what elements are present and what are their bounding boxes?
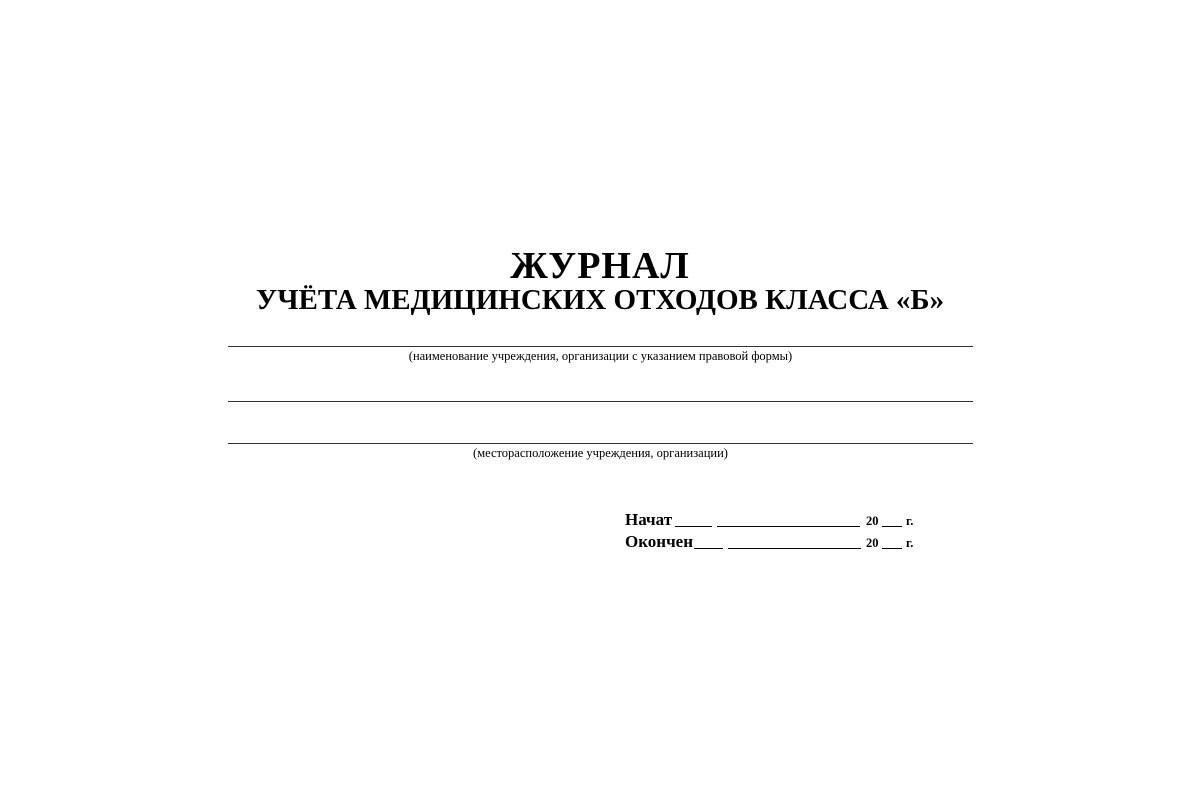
end-date-label: Окончен: [625, 532, 694, 551]
start-date-label: Начат: [625, 510, 673, 529]
end-year-blank: [882, 548, 902, 549]
institution-location-line: [228, 443, 973, 444]
institution-location-caption: (месторасположение учреждения, организации): [473, 446, 728, 460]
end-day-blank: [694, 548, 723, 549]
end-month-blank: [728, 548, 861, 549]
start-year-suffix: г.: [906, 514, 914, 528]
end-year-suffix: г.: [906, 536, 914, 550]
institution-name-line-2: [228, 401, 973, 402]
start-year-blank: [882, 526, 902, 527]
document-title: ЖУРНАЛ: [510, 245, 690, 287]
start-month-blank: [717, 526, 860, 527]
institution-name-line: [228, 346, 973, 347]
end-year-prefix: 20: [866, 536, 879, 550]
document-subtitle: УЧЁТА МЕДИЦИНСКИХ ОТХОДОВ КЛАССА «Б»: [255, 284, 945, 316]
start-day-blank: [675, 526, 712, 527]
institution-name-caption: (наименование учреждения, организации с указанием правовой формы): [408, 349, 793, 363]
start-year-prefix: 20: [866, 514, 879, 528]
